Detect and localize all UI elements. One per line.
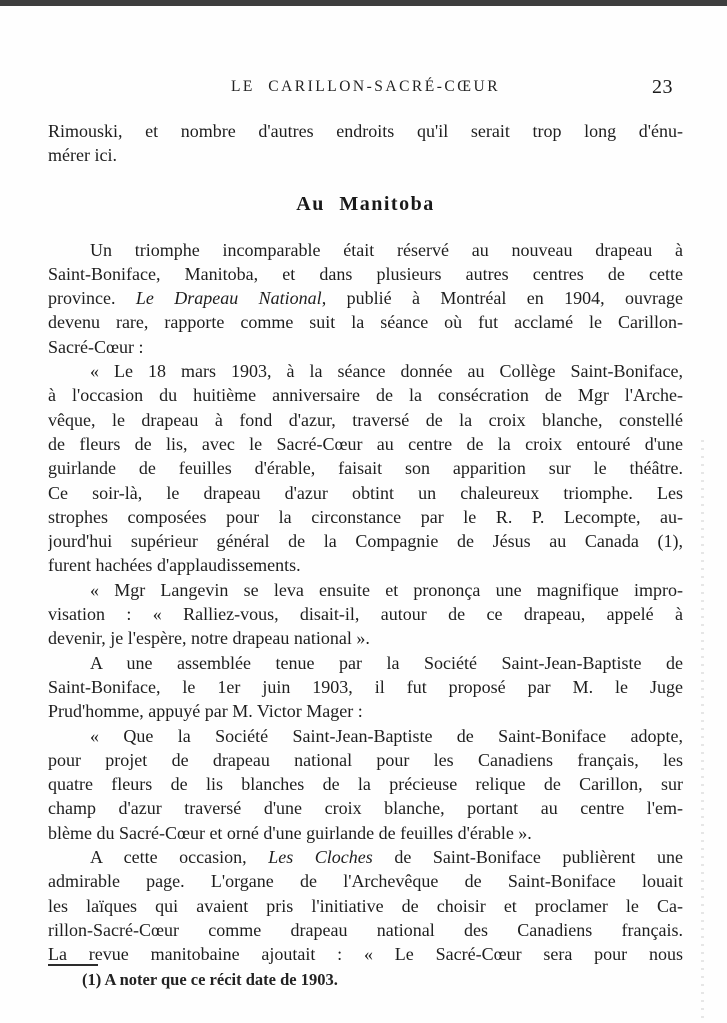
text-line: devenu rare, rapporte comme suit la séance où fut acclamé le Carillon- — [48, 312, 683, 333]
paragraph — [48, 238, 683, 359]
text-line: Prud'homme, appuyé par M. Victor Mager : — [48, 701, 363, 722]
text-line: blème du Sacré-Cœur et orné d'une guirlande de feuilles d'érable ». — [48, 822, 532, 843]
text-line: champ d'azur traversé d'une croix blanche, portant au centre l'em- — [48, 798, 683, 819]
text-line: « Que la Société Saint-Jean-Baptiste de Saint-Boniface adopte, — [90, 725, 683, 746]
paragraph — [48, 651, 683, 724]
footnote-divider — [48, 964, 98, 966]
text-line: furent hachées d'applaudissements. — [48, 555, 301, 576]
paragraph — [48, 845, 683, 966]
text-line: Saint-Boniface, Manitoba, et dans plusieurs autres centres de cette — [48, 263, 683, 284]
scan-noise-artifact — [701, 440, 704, 1023]
text-line: A une assemblée tenue par la Société Saint-Jean-Baptiste de — [90, 652, 683, 673]
section-heading: Au Manitoba — [296, 192, 435, 215]
page-number: 23 — [652, 76, 673, 98]
text-line: les laïques qui avaient pris l'initiative de choisir et proclamer le Ca- — [48, 895, 683, 916]
text-line: Rimouski, et nombre d'autres endroits qu'il serait trop long d'énu- — [48, 121, 683, 141]
text-line: vêque, le drapeau à fond d'azur, traversé de la croix blanche, constellé — [48, 409, 683, 430]
text-line: de fleurs de lis, avec le Sacré-Cœur au centre de la croix entouré d'une — [48, 433, 683, 454]
text-line: admirable page. L'organe de l'Archevêque de Saint-Boniface louait — [48, 871, 683, 892]
text-line: mérer ici. — [48, 145, 117, 166]
paragraph — [48, 724, 683, 845]
text-line: jourd'hui supérieur général de la Compagnie de Jésus au Canada (1), — [48, 531, 683, 552]
text-line: « Mgr Langevin se leva ensuite et prononça une magnifique impro- — [90, 579, 683, 600]
text-line: guirlande de feuilles d'érable, faisait son apparition sur le théâtre. — [48, 458, 683, 479]
text-line: Saint-Boniface, le 1er juin 1903, il fut proposé par M. le Juge — [48, 676, 683, 697]
paragraph — [48, 119, 683, 168]
running-head-title: LE CARILLON-SACRÉ-CŒUR — [230, 78, 501, 95]
body-text-block — [48, 119, 683, 967]
footnote-text: (1) A noter que ce récit date de 1903. — [82, 970, 338, 989]
text-line: « Le 18 mars 1903, à la séance donnée au Collège Saint-Boniface, — [90, 361, 683, 382]
text-line: Un triomphe incomparable était réservé au nouveau drapeau à — [90, 239, 683, 260]
text-line: rillon-Sacré-Cœur comme drapeau national des Canadiens français. — [48, 919, 683, 940]
text-line: quatre fleurs de lis blanches de la précieuse relique de Carillon, sur — [48, 774, 683, 795]
paragraph — [48, 578, 683, 651]
text-line: pour projet de drapeau national pour les Canadiens français, les — [48, 749, 683, 770]
text-line: à l'occasion du huitième anniversaire de la consécration de Mgr l'Arche- — [48, 385, 683, 406]
text-line: devenir, je l'espère, notre drapeau national ». — [48, 628, 370, 649]
paragraph — [48, 359, 683, 578]
text-line: visation : « Ralliez-vous, disait-il, autour de ce drapeau, appelé à — [48, 604, 683, 625]
text-line: Sacré-Cœur : — [48, 336, 144, 357]
text-line: La revue manitobaine ajoutait : « Le Sacré-Cœur sera pour nous — [48, 944, 683, 965]
text-line: province. Le Drapeau National, publié à Montréal en 1904, ouvrage — [48, 288, 683, 309]
scan-edge-bar — [0, 0, 727, 6]
page-header — [48, 78, 683, 102]
text-line: strophes composées pour la circonstance par le R. P. Lecompte, au- — [48, 506, 683, 527]
text-line: Ce soir-là, le drapeau d'azur obtint un chaleureux triomphe. Les — [48, 482, 683, 503]
text-line: A cette occasion, Les Cloches de Saint-Boniface publièrent une — [90, 847, 683, 868]
